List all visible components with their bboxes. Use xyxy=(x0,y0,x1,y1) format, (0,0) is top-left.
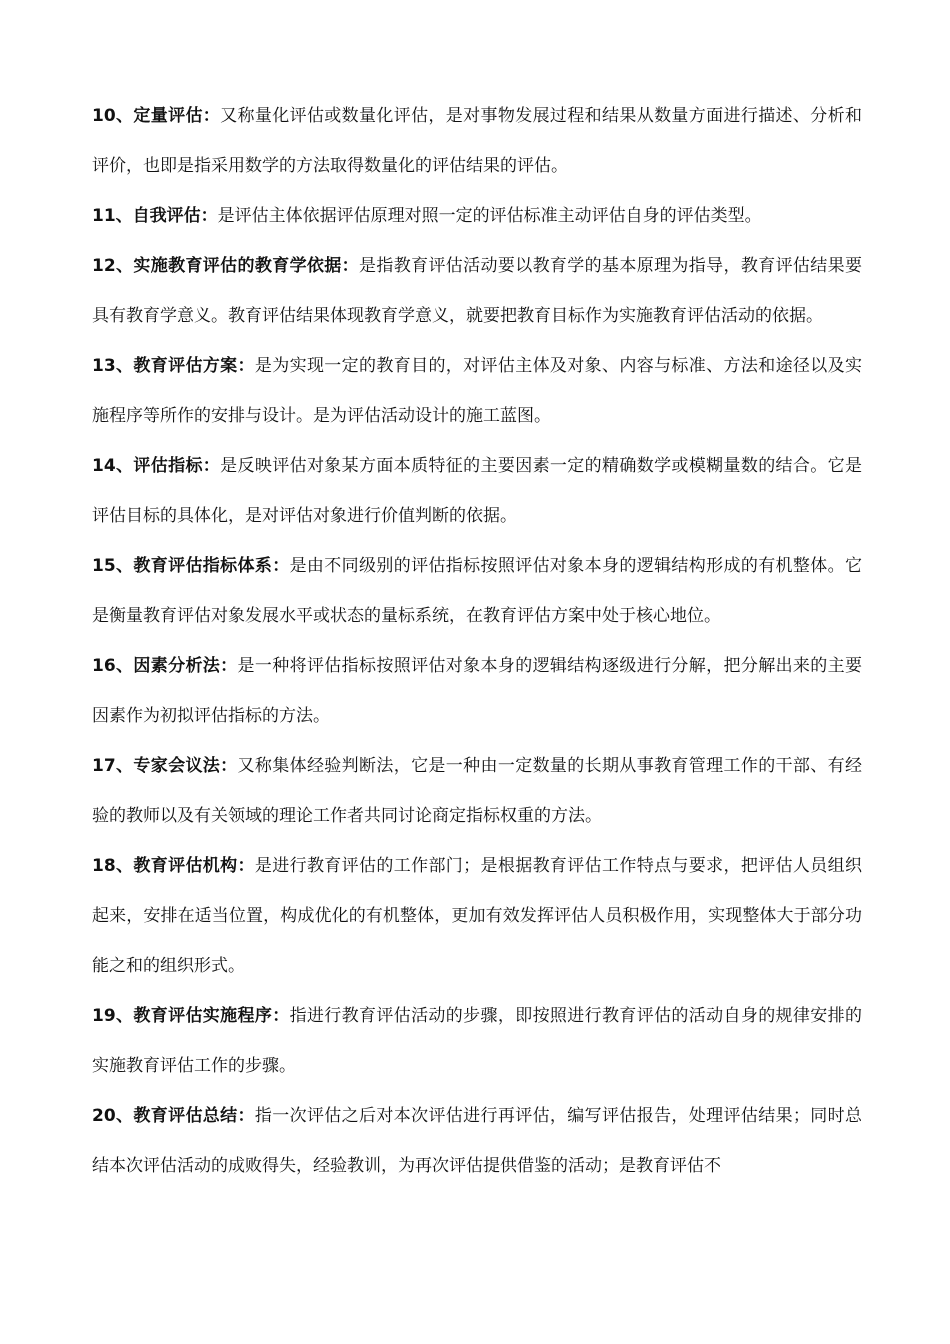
glossary-entry-20 xyxy=(92,1091,862,1191)
entry-term: 16、因素分析法： xyxy=(92,656,238,676)
glossary-list xyxy=(92,91,862,1191)
entry-definition: 是评估主体依据评估原理对照一定的评估标准主动评估自身的评估类型。 xyxy=(217,206,762,226)
entry-definition: 又称集体经验判断法，它是一种由一定数量的长期从事教育管理工作的干部、有经验的教师以及有关领域的理论工作者共同讨论商定指标权重的方法。 xyxy=(92,756,862,826)
entry-term: 12、实施教育评估的教育学依据： xyxy=(92,256,360,276)
entry-definition: 是反映评估对象某方面本质特征的主要因素一定的精确数学或模糊量数的结合。它是评估目标的具体化，是对评估对象进行价值判断的依据。 xyxy=(92,456,862,526)
entry-term: 15、教育评估指标体系： xyxy=(92,556,290,576)
glossary-entry-18 xyxy=(92,841,862,991)
entry-term: 11、自我评估： xyxy=(92,206,218,226)
glossary-entry-10 xyxy=(92,91,862,191)
entry-term: 14、评估指标： xyxy=(92,456,221,476)
glossary-entry-14 xyxy=(92,441,862,541)
entry-definition: 是由不同级别的评估指标按照评估对象本身的逻辑结构形成的有机整体。它是衡量教育评估对象发展水平或状态的量标系统，在教育评估方案中处于核心地位。 xyxy=(92,556,862,626)
entry-definition: 是指教育评估活动要以教育学的基本原理为指导，教育评估结果要具有教育学意义。教育评估结果体现教育学意义，就要把教育目标作为实施教育评估活动的依据。 xyxy=(92,256,862,326)
glossary-entry-12 xyxy=(92,241,862,341)
glossary-entry-17 xyxy=(92,741,862,841)
entry-term: 18、教育评估机构： xyxy=(92,856,255,876)
entry-term: 19、教育评估实施程序： xyxy=(92,1006,290,1026)
entry-term: 17、专家会议法： xyxy=(92,756,238,776)
entry-definition: 指进行教育评估活动的步骤，即按照进行教育评估的活动自身的规律安排的实施教育评估工作的步骤。 xyxy=(92,1006,862,1076)
glossary-entry-16 xyxy=(92,641,862,741)
glossary-entry-11 xyxy=(92,191,862,241)
entry-term: 20、教育评估总结： xyxy=(92,1106,255,1126)
glossary-entry-15 xyxy=(92,541,862,641)
entry-definition: 又称量化评估或数量化评估，是对事物发展过程和结果从数量方面进行描述、分析和评价，也即是指采用数学的方法取得数量化的评估结果的评估。 xyxy=(92,106,862,176)
entry-definition: 指一次评估之后对本次评估进行再评估，编写评估报告，处理评估结果；同时总结本次评估活动的成败得失，经验教训，为再次评估提供借鉴的活动；是教育评估不 xyxy=(92,1106,862,1176)
entry-definition: 是为实现一定的教育目的，对评估主体及对象、内容与标准、方法和途径以及实施程序等所作的安排与设计。是为评估活动设计的施工蓝图。 xyxy=(92,356,862,426)
glossary-entry-13 xyxy=(92,341,862,441)
entry-term: 10、定量评估： xyxy=(92,106,221,126)
entry-term: 13、教育评估方案： xyxy=(92,356,255,376)
entry-definition: 是进行教育评估的工作部门；是根据教育评估工作特点与要求，把评估人员组织起来，安排在适当位置，构成优化的有机整体，更加有效发挥评估人员积极作用，实现整体大于部分功能之和的组织形式。 xyxy=(92,856,862,976)
glossary-entry-19 xyxy=(92,991,862,1091)
entry-definition: 是一种将评估指标按照评估对象本身的逻辑结构逐级进行分解，把分解出来的主要因素作为初拟评估指标的方法。 xyxy=(92,656,862,726)
